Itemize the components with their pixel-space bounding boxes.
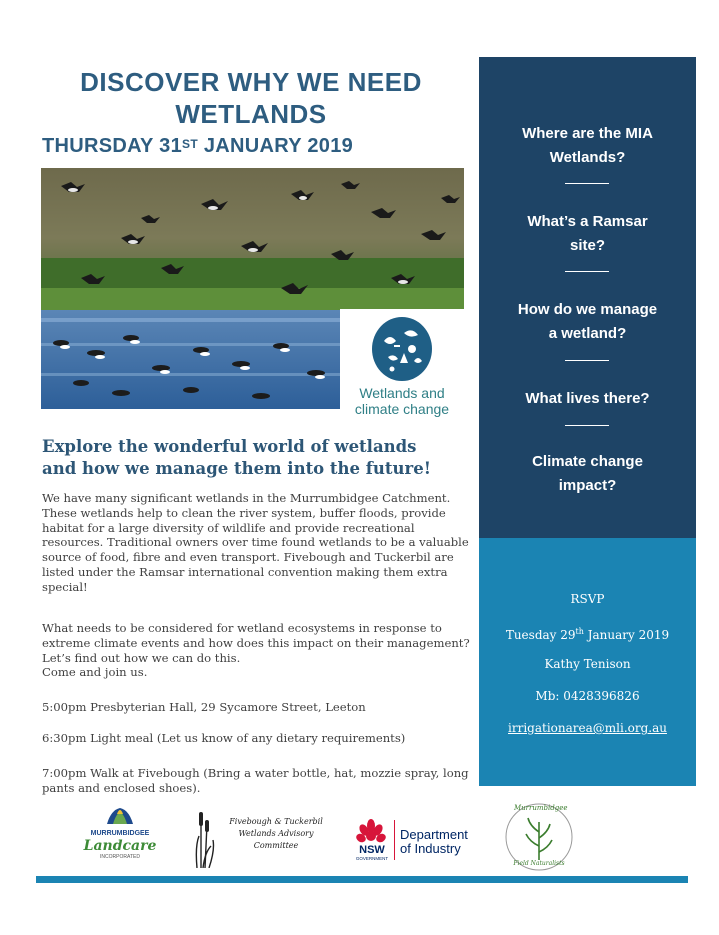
nsw-divider bbox=[394, 820, 395, 860]
event-date-prefix: THURSDAY 31 bbox=[42, 135, 183, 157]
intro-paragraph-2-text: What needs to be considered for wetland ecosystems in response to extreme climate events and how does this impact on their management? Let’s find out how we can do this. bbox=[42, 621, 470, 665]
footer-bar bbox=[36, 876, 688, 883]
question-separator bbox=[565, 360, 609, 361]
waratah-icon bbox=[356, 818, 386, 844]
question-separator bbox=[565, 271, 609, 272]
intro-subheading bbox=[42, 436, 472, 480]
intro-paragraph-1: We have many significant wetlands in the Murrumbidgee Catchment. These wetlands help to clean the river system, buffer floods, provide habitat for a large diversity of wildlife and provide recreational resources. Traditional owners over time found wetlands to be a valuable source of food, fibre and even transport. Fivebough and Tuckerbil are listed under the Ramsar international convention making them extra special! bbox=[42, 491, 469, 594]
naturalists-top-text: Murrumbidgee bbox=[514, 804, 568, 812]
title-line-1: DISCOVER WHY WE NEED bbox=[80, 67, 422, 97]
rsvp-date-sup: th bbox=[575, 627, 584, 636]
schedule-item-hall: 5:00pm Presbyterian Hall, 29 Sycamore Street, Leeton bbox=[42, 700, 366, 714]
intro-paragraph-2 bbox=[42, 621, 472, 680]
title-line-2: WETLANDS bbox=[175, 99, 327, 129]
question-1-line-1: Where are the MIA bbox=[522, 125, 653, 142]
rsvp-contact-name: Kathy Tenison bbox=[544, 657, 631, 671]
rsvp-panel bbox=[479, 538, 696, 786]
schedule-item-meal: 6:30pm Light meal (Let us know of any dietary requirements) bbox=[42, 731, 406, 745]
fivebough-tuckerbil-committee-logo bbox=[193, 802, 333, 872]
dept-line-1: Department bbox=[400, 827, 468, 842]
question-separator bbox=[565, 425, 609, 426]
rsvp-heading: RSVP bbox=[570, 592, 605, 606]
page-title bbox=[36, 66, 466, 130]
question-3-line-2: a wetland? bbox=[548, 325, 627, 342]
nsw-label: NSW bbox=[359, 844, 385, 856]
question-2-line-1: What’s a Ramsar bbox=[527, 213, 648, 230]
subheading-line-2: and how we manage them into the future! bbox=[42, 459, 431, 478]
subheading-line-1: Explore the wonderful world of wetlands bbox=[42, 437, 417, 456]
murrumbidgee-landcare-logo bbox=[80, 804, 160, 870]
rsvp-date-prefix: Tuesday 29 bbox=[505, 628, 576, 642]
question-4 bbox=[479, 387, 696, 411]
naturalists-bottom-text: Field Naturalists bbox=[513, 860, 565, 867]
committee-line-1: Fivebough & Tuckerbil bbox=[229, 817, 323, 826]
wetlands-climate-change-badge bbox=[340, 309, 464, 421]
landcare-line-1: MURRUMBIDGEE bbox=[90, 830, 150, 837]
bulrush-icon bbox=[193, 806, 217, 868]
badge-label-line-1: Wetlands and bbox=[359, 385, 445, 401]
schedule-item-walk: 7:00pm Walk at Fivebough (Bring a water bottle, hat, mozzie spray, long pants and enclosed shoes). bbox=[42, 766, 469, 795]
event-date-suffix-sup: ST bbox=[182, 137, 198, 151]
nsw-department-of-industry-logo bbox=[352, 818, 482, 864]
event-date bbox=[42, 134, 472, 158]
nsw-government-label: GOVERNMENT bbox=[355, 856, 389, 861]
question-separator bbox=[565, 183, 609, 184]
question-2-line-2: site? bbox=[569, 237, 605, 254]
question-2 bbox=[479, 210, 696, 258]
question-1-line-2: Wetlands? bbox=[549, 149, 626, 166]
committee-line-3: Committee bbox=[253, 841, 299, 850]
dept-line-2: of Industry bbox=[400, 841, 461, 856]
question-3 bbox=[479, 298, 696, 346]
question-5 bbox=[479, 450, 696, 498]
question-5-line-1: Climate change bbox=[532, 453, 643, 470]
murrumbidgee-field-naturalists-logo bbox=[504, 802, 574, 872]
committee-line-2: Wetlands Advisory bbox=[238, 829, 314, 838]
landcare-line-3: INCORPORATED bbox=[100, 854, 140, 860]
question-5-line-2: impact? bbox=[558, 477, 617, 494]
question-4-line-1: What lives there? bbox=[525, 390, 650, 407]
sponsor-logos bbox=[0, 800, 719, 874]
questions-panel bbox=[479, 57, 696, 538]
landcare-hands-icon bbox=[105, 804, 135, 826]
rsvp-email-link[interactable]: irrigationarea@mli.org.au bbox=[508, 721, 667, 735]
badge-label-line-2: climate change bbox=[354, 401, 450, 417]
landcare-line-2: Landcare bbox=[83, 838, 157, 854]
rsvp-mobile: Mb: 0428396826 bbox=[535, 689, 640, 703]
event-date-month-year: JANUARY 2019 bbox=[197, 135, 354, 157]
wetlands-climate-change-icon bbox=[370, 315, 434, 383]
question-3-line-1: How do we manage bbox=[517, 301, 658, 318]
intro-paragraph-2-cta: Come and join us. bbox=[42, 665, 148, 680]
rsvp-date-suffix: January 2019 bbox=[583, 628, 670, 642]
question-1 bbox=[479, 122, 696, 170]
rsvp-date bbox=[479, 624, 696, 643]
